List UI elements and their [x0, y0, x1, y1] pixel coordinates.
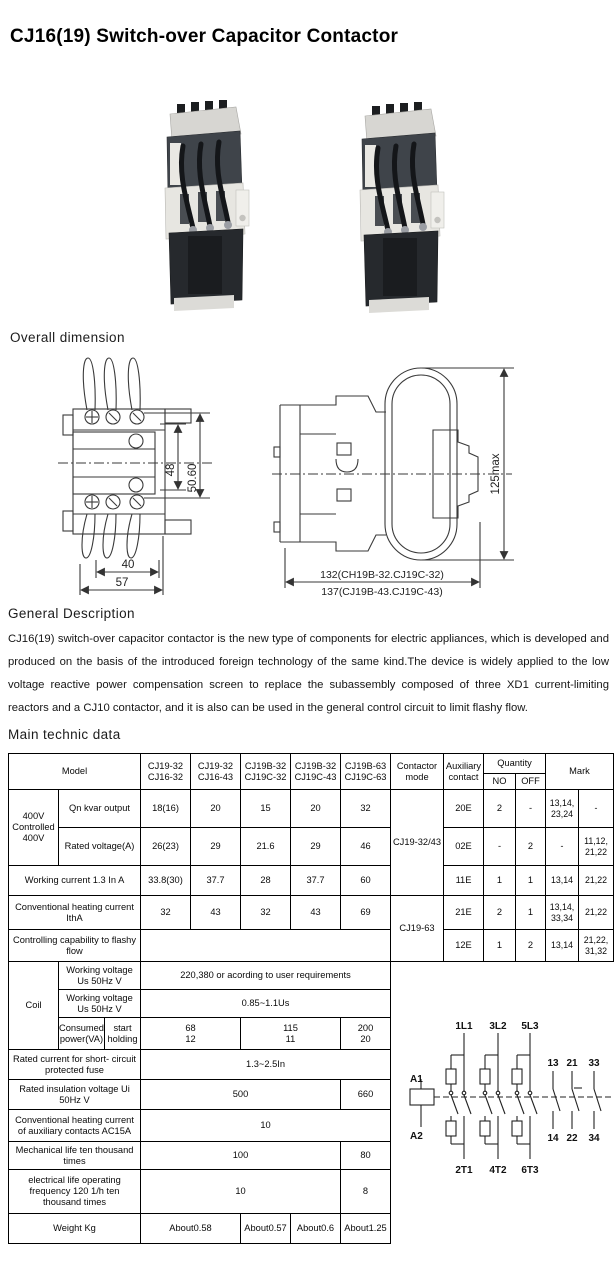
table-cell: 28: [241, 866, 291, 896]
dim-width-label-1: 132(CH19B-32.CJ19C-32): [320, 569, 444, 581]
table-cell: 37.7: [191, 866, 241, 896]
table-cell: 1.3~2.5In: [141, 1050, 391, 1080]
coil-a1-label: A1: [410, 1074, 423, 1085]
table-cell: -: [516, 790, 546, 828]
row-label-coil: Coil: [9, 962, 59, 1050]
table-cell: 2: [516, 828, 546, 866]
table-cell: 21E: [444, 896, 484, 930]
row-label: Conventional heating current IthA: [9, 896, 141, 930]
header-model-col: CJ19-32 CJ16-32: [141, 754, 191, 790]
table-cell: 21,22, 31,32: [579, 930, 614, 962]
table-cell: 18(16): [141, 790, 191, 828]
table-cell: 26(23): [141, 828, 191, 866]
table-cell: 37.7: [291, 866, 341, 896]
row-label: Rated voltage(A): [59, 828, 141, 866]
row-label: 400V Controlled 400V: [9, 790, 59, 866]
table-cell: About0.57: [241, 1214, 291, 1244]
table-cell: 43: [291, 896, 341, 930]
table-cell: About0.58: [141, 1214, 241, 1244]
table-cell: 1: [516, 866, 546, 896]
table-cell: 20: [291, 790, 341, 828]
aux-top-label: 13: [547, 1058, 559, 1069]
table-cell: 21,22: [579, 866, 614, 896]
header-no: NO: [484, 774, 516, 790]
table-cell: 43: [191, 896, 241, 930]
general-description-text: CJ16(19) switch-over capacitor contactor is the new type of components for electric appliances, which is developed and produced on the basis of the introduced foreign technology of the same kind.The device is widely applied to the low voltage reactive power compensation screen to replace the subassembly composed of three XD1 current-limiting reactors and a CJ10 contactor, and it is also can be used in the general control circuit to limit flashy flow.: [8, 633, 609, 714]
dimension-drawing-side: [272, 352, 537, 604]
table-cell: 115 11: [241, 1018, 341, 1050]
header-quantity: Quantity: [484, 754, 546, 774]
table-cell: 32: [341, 790, 391, 828]
coil-a2-label: A2: [410, 1131, 423, 1142]
row-label: Controlling capability to flashy flow: [9, 930, 141, 962]
table-cell: 13,14: [546, 866, 579, 896]
row-sublabel: start holding: [107, 1022, 138, 1044]
table-cell: -: [484, 828, 516, 866]
table-cell: 220,380 or acording to user requirements: [141, 962, 391, 990]
table-cell: 69: [341, 896, 391, 930]
row-label: Working voltage Us 50Hz V: [59, 990, 141, 1018]
dim-125max-label: 125max: [490, 453, 502, 495]
table-cell: 2: [484, 790, 516, 828]
row-label: Consumed power(VA): [59, 1018, 105, 1049]
table-cell: 12E: [444, 930, 484, 962]
header-mark: Mark: [546, 754, 614, 790]
table-cell: 02E: [444, 828, 484, 866]
header-model-col: CJ19-32 CJ16-43: [191, 754, 241, 790]
table-cell-empty: [141, 930, 391, 962]
table-cell: 20: [191, 790, 241, 828]
header-model-col: CJ19B-32 CJ19C-32: [241, 754, 291, 790]
aux-top-label: 33: [588, 1058, 600, 1069]
table-cell: 1: [516, 896, 546, 930]
pole-bottom-label: 2T1: [455, 1165, 473, 1176]
header-model: Model: [9, 754, 141, 790]
row-label: electrical life operating frequency 120 1/h ten thousand times: [9, 1170, 141, 1214]
pole-bottom-label: 6T3: [521, 1165, 539, 1176]
table-cell: 20E: [444, 790, 484, 828]
table-cell: 1: [484, 866, 516, 896]
pole-top-label: 1L1: [455, 1021, 473, 1032]
table-cell: 68 12: [141, 1018, 241, 1050]
pole-top-label: 5L3: [521, 1021, 539, 1032]
table-cell: 100: [141, 1142, 341, 1170]
table-cell: About1.25: [341, 1214, 391, 1244]
row-label: Weight Kg: [9, 1214, 141, 1244]
table-cell: 33.8(30): [141, 866, 191, 896]
table-cell: 500: [141, 1080, 341, 1110]
row-label: Working voltage Us 50Hz V: [59, 962, 141, 990]
table-cell: 32: [241, 896, 291, 930]
row-label: Rated insulation voltage Ui 50Hz V: [9, 1080, 141, 1110]
general-description-heading: General Description: [8, 606, 135, 621]
table-cell: 10: [141, 1170, 341, 1214]
pole-top-label: 3L2: [489, 1021, 507, 1032]
dimension-drawing-front: [50, 352, 250, 604]
row-label: Working current 1.3 In A: [9, 866, 141, 896]
header-off: OFF: [516, 774, 546, 790]
row-label-consumed-power: [59, 1018, 141, 1050]
table-cell: 10: [141, 1110, 391, 1142]
table-cell: -: [546, 828, 579, 866]
table-cell: 2: [516, 930, 546, 962]
table-cell: 660: [341, 1080, 391, 1110]
row-label: Qn kvar output: [59, 790, 141, 828]
table-cell: 11E: [444, 866, 484, 896]
table-cell: 46: [341, 828, 391, 866]
table-cell: 2: [484, 896, 516, 930]
dim-40-label: 40: [121, 559, 135, 571]
dim-5060-label: 50.60: [187, 463, 199, 493]
table-cell: 0.85~1.1Us: [141, 990, 391, 1018]
table-cell: 80: [341, 1142, 391, 1170]
header-model-col: CJ19B-63 CJ19C-63: [341, 754, 391, 790]
product-photo-left: [150, 86, 254, 320]
table-cell: 32: [141, 896, 191, 930]
table-cell: 13,14, 23,24: [546, 790, 579, 828]
header-auxiliary-contact: Auxiliary contact: [444, 754, 484, 790]
overall-dimension-heading: Overall dimension: [10, 330, 125, 345]
dim-48-label: 48: [165, 463, 177, 477]
table-cell: 29: [291, 828, 341, 866]
row-label: Mechanical life ten thousand times: [9, 1142, 141, 1170]
page-title: CJ16(19) Switch-over Capacitor Contactor: [10, 26, 399, 47]
header-contactor-mode: Contactor mode: [391, 754, 444, 790]
aux-top-label: 21: [566, 1058, 578, 1069]
table-cell: -: [579, 790, 614, 828]
table-cell-mode: CJ19-32/43: [391, 790, 444, 896]
dim-width-label-2: 137(CJ19B-43.CJ19C-43): [321, 586, 443, 598]
aux-bottom-label: 22: [566, 1133, 578, 1144]
header-model-col: CJ19B-32 CJ19C-43: [291, 754, 341, 790]
table-cell-mode: CJ19-63: [391, 896, 444, 962]
row-label: Conventional heating current of auxiliary contacts AC15A: [9, 1110, 141, 1142]
product-photo-right: [342, 88, 452, 322]
dim-57-label: 57: [115, 577, 129, 589]
table-cell: 8: [341, 1170, 391, 1214]
table-cell: 29: [191, 828, 241, 866]
table-cell: 21,22: [579, 896, 614, 930]
aux-bottom-label: 34: [588, 1133, 600, 1144]
table-cell: 21.6: [241, 828, 291, 866]
row-label: Rated current for short- circuit protected fuse: [9, 1050, 141, 1080]
table-cell: 200 20: [341, 1018, 391, 1050]
table-cell: About0.6: [291, 1214, 341, 1244]
pole-bottom-label: 4T2: [489, 1165, 507, 1176]
table-cell: 13,14: [546, 930, 579, 962]
table-cell: 15: [241, 790, 291, 828]
table-cell: 60: [341, 866, 391, 896]
table-cell: 1: [484, 930, 516, 962]
table-cell: 13,14, 33,34: [546, 896, 579, 930]
main-technic-heading: Main technic data: [8, 727, 121, 742]
wiring-diagram: [398, 983, 615, 1195]
aux-bottom-label: 14: [547, 1133, 559, 1144]
table-cell: 11,12, 21,22: [579, 828, 614, 866]
